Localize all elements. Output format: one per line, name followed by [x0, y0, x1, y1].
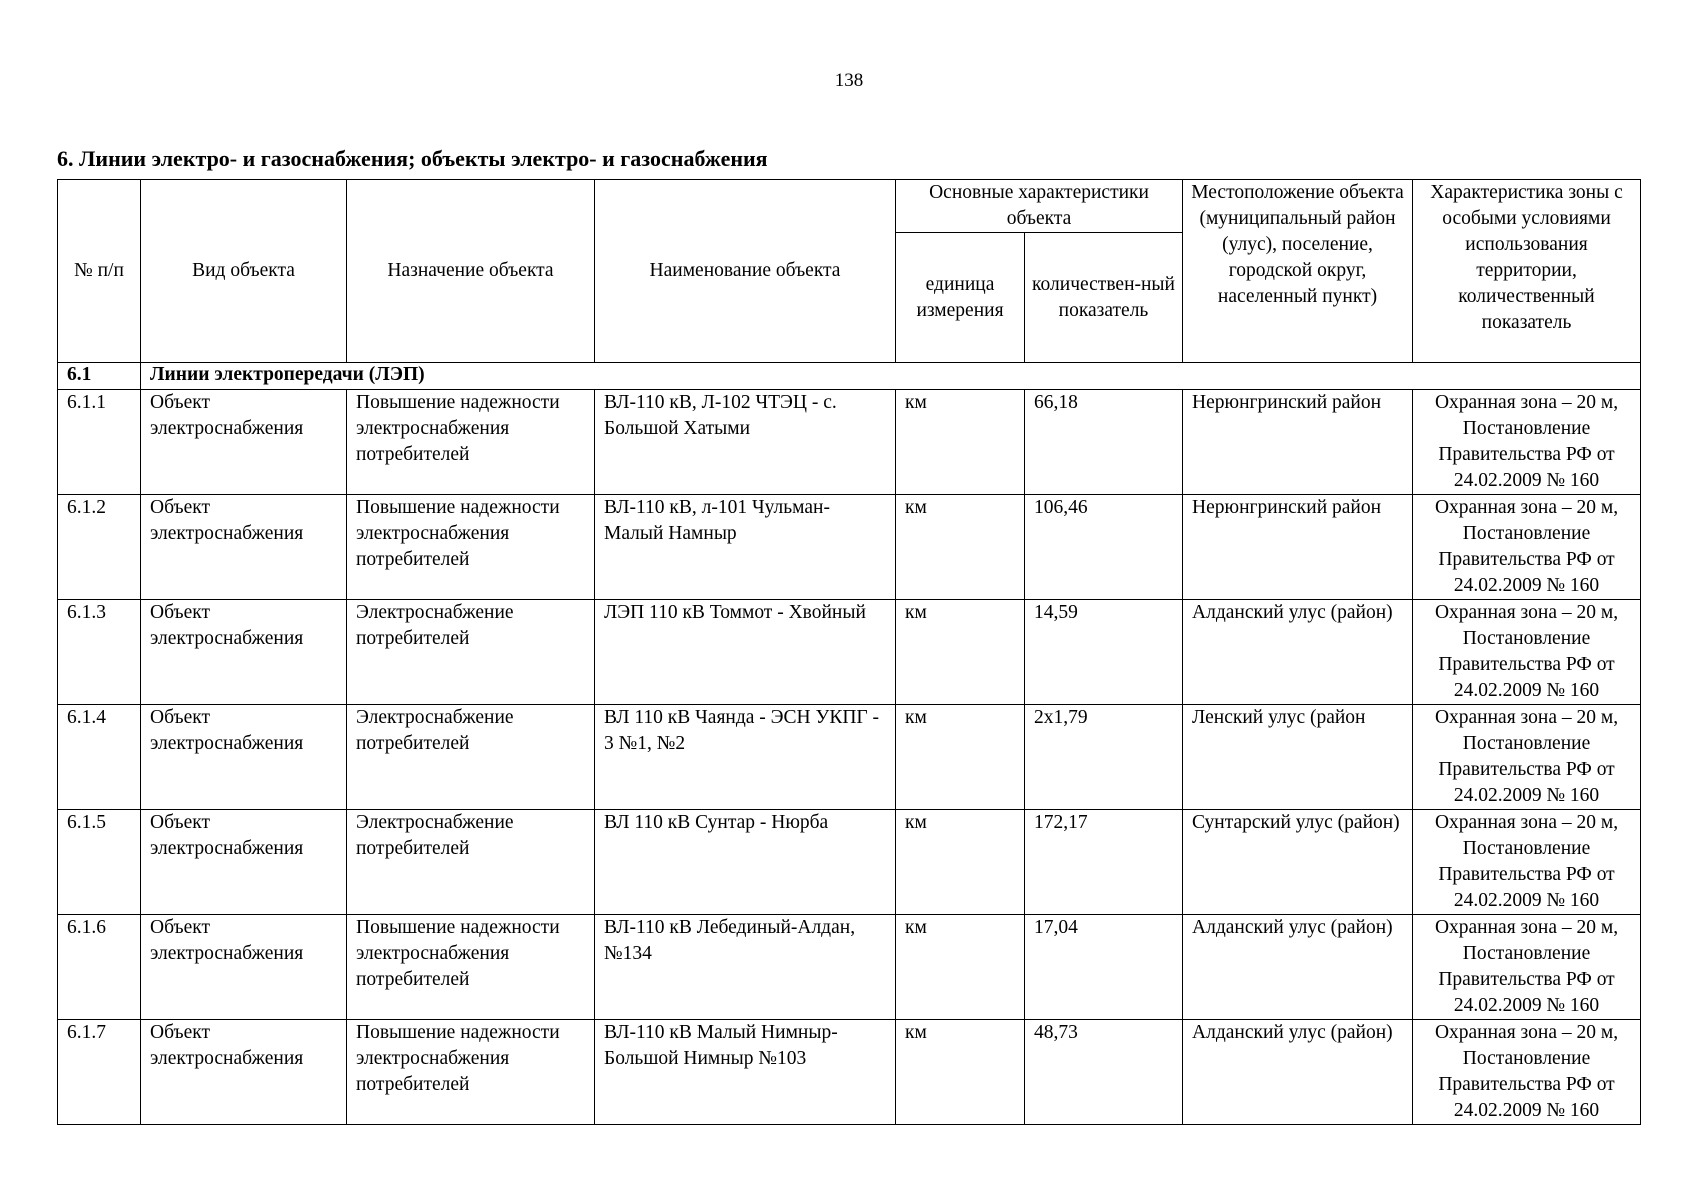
page-number: 138	[834, 70, 864, 91]
cell-purpose: Электроснабжение потребителей	[347, 600, 595, 705]
cell-name: ВЛ-110 кВ, л-101 Чульман-Малый Намныр	[595, 495, 896, 600]
cell-unit: км	[896, 915, 1025, 1020]
cell-location: Алданский улус (район)	[1183, 1020, 1413, 1125]
header-main-characteristics: Основные характеристики объекта	[896, 180, 1183, 233]
header-location: Местоположение объекта (муниципальный район (улус), поселение, городской округ, населенный пункт)	[1183, 180, 1413, 363]
cell-name: ВЛ-110 кВ Малый Нимныр-Большой Нимныр №103	[595, 1020, 896, 1125]
cell-kind: Объект электроснабжения	[141, 705, 347, 810]
cell-location: Нерюнгринский район	[1183, 390, 1413, 495]
cell-name: ВЛ 110 кВ Сунтар - Нюрба	[595, 810, 896, 915]
cell-zone: Охранная зона – 20 м, Постановление Правительства РФ от 24.02.2009 № 160	[1413, 915, 1641, 1020]
cell-num: 6.1.5	[58, 810, 141, 915]
objects-table	[57, 179, 1641, 1125]
cell-purpose: Повышение надежности электроснабжения потребителей	[347, 495, 595, 600]
cell-kind: Объект электроснабжения	[141, 495, 347, 600]
table-row	[58, 810, 1641, 915]
cell-quantity: 48,73	[1025, 1020, 1183, 1125]
cell-location: Нерюнгринский район	[1183, 495, 1413, 600]
table-row	[58, 495, 1641, 600]
cell-quantity: 66,18	[1025, 390, 1183, 495]
cell-unit: км	[896, 810, 1025, 915]
cell-num: 6.1.6	[58, 915, 141, 1020]
cell-num: 6.1.4	[58, 705, 141, 810]
cell-kind: Объект электроснабжения	[141, 600, 347, 705]
header-num: № п/п	[58, 180, 141, 363]
table-row	[58, 1020, 1641, 1125]
header-unit: единица измерения	[896, 233, 1025, 363]
cell-purpose: Повышение надежности электроснабжения потребителей	[347, 1020, 595, 1125]
cell-kind: Объект электроснабжения	[141, 915, 347, 1020]
cell-unit: км	[896, 1020, 1025, 1125]
table-row	[58, 915, 1641, 1020]
header-purpose: Назначение объекта	[347, 180, 595, 363]
cell-name: ЛЭП 110 кВ Томмот - Хвойный	[595, 600, 896, 705]
cell-unit: км	[896, 390, 1025, 495]
cell-quantity: 14,59	[1025, 600, 1183, 705]
cell-name: ВЛ 110 кВ Чаянда - ЭСН УКПГ - 3 №1, №2	[595, 705, 896, 810]
cell-num: 6.1.3	[58, 600, 141, 705]
cell-location: Ленский улус (район	[1183, 705, 1413, 810]
cell-quantity: 17,04	[1025, 915, 1183, 1020]
cell-zone: Охранная зона – 20 м, Постановление Правительства РФ от 24.02.2009 № 160	[1413, 495, 1641, 600]
cell-location: Алданский улус (район)	[1183, 915, 1413, 1020]
cell-zone: Охранная зона – 20 м, Постановление Правительства РФ от 24.02.2009 № 160	[1413, 705, 1641, 810]
cell-kind: Объект электроснабжения	[141, 390, 347, 495]
header-kind: Вид объекта	[141, 180, 347, 363]
cell-kind: Объект электроснабжения	[141, 810, 347, 915]
header-zone: Характеристика зоны с особыми условиями использования территории, количественный показатель	[1413, 180, 1641, 363]
cell-num: 6.1.2	[58, 495, 141, 600]
cell-zone: Охранная зона – 20 м, Постановление Правительства РФ от 24.02.2009 № 160	[1413, 810, 1641, 915]
cell-location: Алданский улус (район)	[1183, 600, 1413, 705]
cell-quantity: 2х1,79	[1025, 705, 1183, 810]
cell-purpose: Повышение надежности электроснабжения потребителей	[347, 390, 595, 495]
table-row	[58, 600, 1641, 705]
cell-unit: км	[896, 600, 1025, 705]
cell-zone: Охранная зона – 20 м, Постановление Правительства РФ от 24.02.2009 № 160	[1413, 1020, 1641, 1125]
cell-name: ВЛ-110 кВ Лебединый-Алдан, №134	[595, 915, 896, 1020]
group-row	[58, 363, 1641, 390]
cell-quantity: 172,17	[1025, 810, 1183, 915]
table-row	[58, 705, 1641, 810]
cell-num: 6.1.7	[58, 1020, 141, 1125]
cell-zone: Охранная зона – 20 м, Постановление Правительства РФ от 24.02.2009 № 160	[1413, 390, 1641, 495]
cell-unit: км	[896, 705, 1025, 810]
cell-purpose: Электроснабжение потребителей	[347, 810, 595, 915]
cell-purpose: Электроснабжение потребителей	[347, 705, 595, 810]
cell-unit: км	[896, 495, 1025, 600]
table-row	[58, 390, 1641, 495]
header-quantity: количествен-ный показатель	[1025, 233, 1183, 363]
header-name: Наименование объекта	[595, 180, 896, 363]
group-num: 6.1	[58, 363, 141, 390]
cell-num: 6.1.1	[58, 390, 141, 495]
cell-quantity: 106,46	[1025, 495, 1183, 600]
cell-name: ВЛ-110 кВ, Л-102 ЧТЭЦ - с. Большой Хатыми	[595, 390, 896, 495]
cell-kind: Объект электроснабжения	[141, 1020, 347, 1125]
cell-purpose: Повышение надежности электроснабжения потребителей	[347, 915, 595, 1020]
cell-location: Сунтарский улус (район)	[1183, 810, 1413, 915]
section-title: 6. Линии электро- и газоснабжения; объекты электро- и газоснабжения	[57, 146, 768, 171]
cell-zone: Охранная зона – 20 м, Постановление Правительства РФ от 24.02.2009 № 160	[1413, 600, 1641, 705]
group-title: Линии электропередачи (ЛЭП)	[141, 363, 1641, 390]
